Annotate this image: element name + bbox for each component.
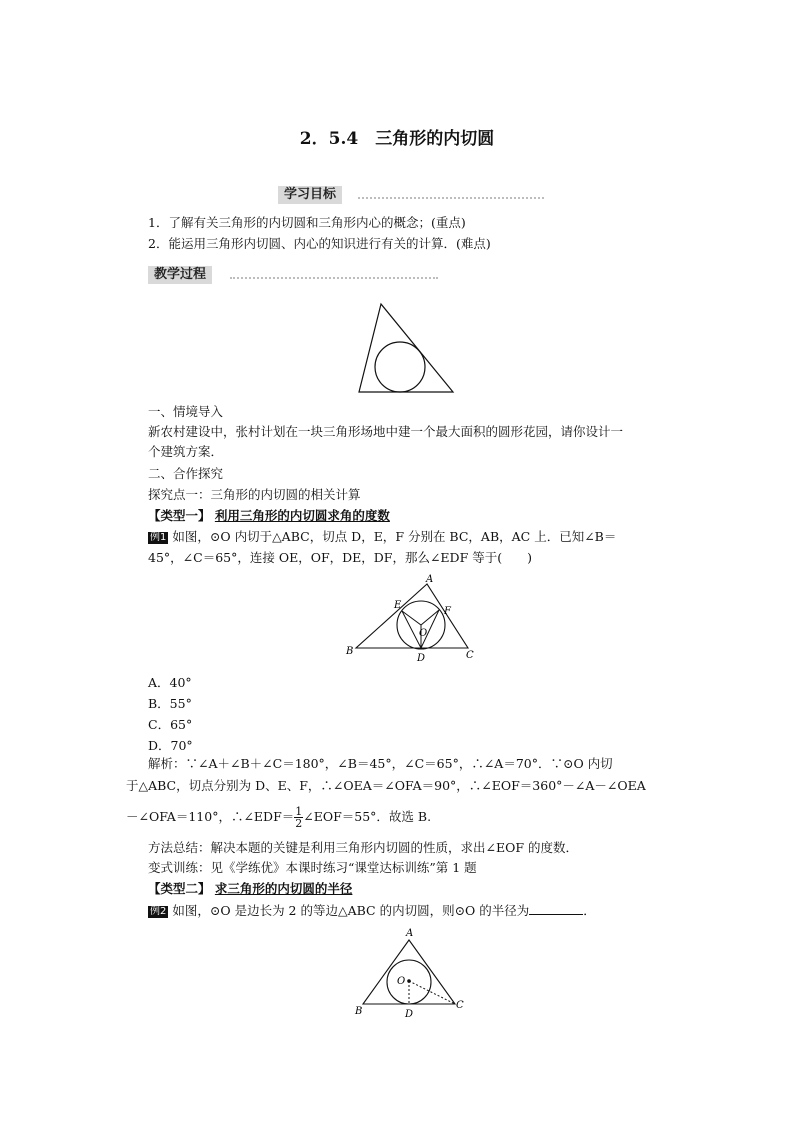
goal-1: 1．了解有关三角形的内切圆和三角形内心的概念；(重点) xyxy=(148,215,466,230)
example1-badge: 例1 xyxy=(150,532,167,543)
part1-heading: 一、情境导入 xyxy=(148,404,224,419)
type2-tag: 【类型二】 xyxy=(148,881,211,896)
section-process-label: 教学过程 xyxy=(148,266,212,284)
method-summary: 方法总结：解决本题的关键是利用三角形内切圆的性质，求出∠EOF 的度数． xyxy=(148,840,578,855)
label-d: D xyxy=(417,653,426,664)
label-o: O xyxy=(397,976,406,987)
option-d: D．70° xyxy=(148,738,193,753)
figure-example2 xyxy=(345,922,475,1022)
intro-line-1: 新农村建设中，张村计划在一块三角形场地中建一个最大面积的圆形花园，请你设计一 xyxy=(148,424,624,439)
label-d: D xyxy=(405,1009,414,1020)
label-a: A xyxy=(406,928,414,939)
solution-line-3-a: －∠OFA＝110°，∴∠EDF＝ xyxy=(126,809,295,824)
banner-dotted-line xyxy=(358,197,544,199)
label-c: C xyxy=(456,1000,464,1011)
example2-badge: 例2 xyxy=(150,906,167,917)
section-banner-process xyxy=(148,266,438,284)
label-c: C xyxy=(466,650,474,661)
option-c: C．65° xyxy=(148,717,193,732)
fraction-numerator: 1 xyxy=(295,805,303,818)
label-b: B xyxy=(346,646,354,657)
example2-text: 如图，⊙O 是边长为 2 的等边△ABC 的内切圆，则⊙O 的半径为 xyxy=(172,903,530,918)
explore-point: 探究点一：三角形的内切圆的相关计算 xyxy=(148,487,361,502)
section-goals-label: 学习目标 xyxy=(278,186,342,204)
figure-example1 xyxy=(340,570,485,665)
type1-title: 利用三角形的内切圆求角的度数 xyxy=(214,508,390,523)
incircle xyxy=(375,342,425,392)
triangle-outline xyxy=(359,304,453,392)
variant-training: 变式训练：见《学练优》本课时练习“课堂达标训练”第 1 题 xyxy=(148,860,477,875)
figure-triangle-incircle xyxy=(355,300,465,400)
option-a: A．40° xyxy=(148,675,192,690)
goal-2: 2．能运用三角形内切圆、内心的知识进行有关的计算．(难点) xyxy=(148,236,491,251)
example1-line-1 xyxy=(148,528,616,546)
type1-heading xyxy=(148,507,390,525)
label-e: E xyxy=(394,600,402,611)
segment-o-c xyxy=(409,981,455,1004)
solution-line-3 xyxy=(126,804,431,830)
banner-dotted-line xyxy=(230,277,438,279)
answer-blank xyxy=(529,902,583,915)
solution-line-3-b: ∠EOF＝55°．故选 B. xyxy=(303,809,432,824)
example1-text: 如图，⊙O 内切于△ABC，切点 D，E，F 分别在 BC，AB，AC 上．已知∠B＝ xyxy=(172,529,617,544)
fraction-denominator: 2 xyxy=(295,817,303,830)
solution-line-2: 于△ABC，切点分别为 D、E、F，∴∠OEA＝∠OFA＝90°，∴∠EOF＝360°－∠A－∠OEA xyxy=(126,778,646,793)
type1-tag: 【类型一】 xyxy=(148,508,211,523)
triangle-abc xyxy=(356,584,468,648)
label-b: B xyxy=(355,1006,363,1017)
type2-heading xyxy=(148,880,352,898)
label-a: A xyxy=(426,574,434,585)
page-title: 2．5.4 三角形的内切圆 xyxy=(299,129,495,149)
example2-line xyxy=(148,902,596,920)
label-o: O xyxy=(419,628,428,639)
intro-line-2: 个建筑方案． xyxy=(148,444,224,459)
option-b: B．55° xyxy=(148,696,192,711)
example2-end: ． xyxy=(583,903,596,918)
section-banner-goals xyxy=(278,186,546,204)
fraction-half xyxy=(294,806,303,829)
part2-heading: 二、合作探究 xyxy=(148,466,224,481)
solution-line-1: 解析：∵∠A＋∠B＋∠C＝180°，∠B＝45°，∠C＝65°，∴∠A＝70°．∵⊙O 内切 xyxy=(148,756,613,771)
example1-line-2: 45°，∠C＝65°，连接 OE，OF，DE，DF，那么∠EDF 等于( ) xyxy=(148,550,532,565)
type2-title: 求三角形的内切圆的半径 xyxy=(214,881,353,896)
label-f: F xyxy=(444,606,451,617)
